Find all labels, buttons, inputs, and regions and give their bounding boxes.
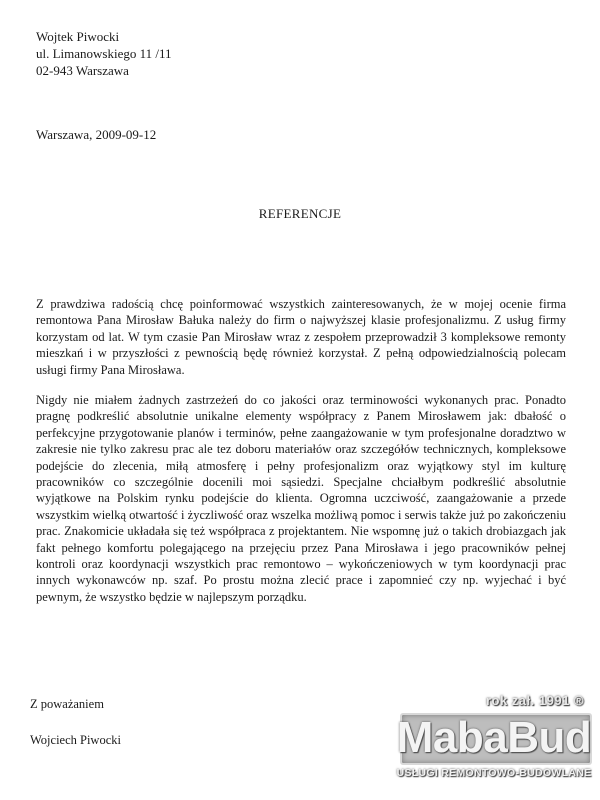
letter-title: REFERENCJE	[258, 206, 342, 221]
signature-name: Wojciech Piwocki	[30, 733, 121, 747]
place-and-date: Warszawa, 2009-09-12	[36, 127, 157, 142]
closing-salutation: Z poważaniem	[30, 697, 104, 711]
company-logo	[396, 693, 596, 797]
sender-name: Wojtek Piwocki	[36, 29, 120, 44]
logo-wordmark: MabaBud	[396, 713, 592, 762]
sender-city: 02-943 Warszawa	[36, 63, 129, 78]
logo-tagline: rok zał. 1991 ®	[485, 693, 584, 708]
sender-street: ul. Limanowskiego 11 /11	[36, 46, 172, 61]
body-paragraph-1: Z prawdziwa radością chcę poinformować wszystkich zainteresowanych, że w mojej ocenie firma remontowa Pana Mirosław Bałuka należy do firm o najwyższej klasie profesjonalizmu. Z usług firmy korzystam od lat. W tym czasie Pan Mirosław wraz z zespołem przeprowadził 3 kompleksowe remonty mieszkań i w przyszłości z pewnością będę również korzystał. Z pełną odpowiedzialnością polecam usługi firmy Pana Mirosława.	[36, 297, 566, 377]
logo-subtitle: USŁUGI REMONTOWO-BUDOWLANE	[396, 767, 592, 779]
sender-address	[36, 28, 172, 79]
body-paragraph-2: Nigdy nie miałem żadnych zastrzeżeń do co jakości oraz terminowości wykonanych prac. Ponadto pragnę podkreślić absolutnie unikalne elementy współpracy z Panem Mirosławem jak: dbałość o perfekcyjne przygotowanie planów i terminów, pełne zaangażowanie w tym profesjonalne doradztwo w zakresie nie tylko zakresu prac ale tez doboru materiałów oraz szczegółów technicznych, kompleksowe podejście do zlecenia, miłą atmosferę i pełny profesjonalizm oraz wyjątkowy styl im kulturę pracowników co szczególnie docenili moi sąsiedzi. Specjalne chciałbym podkreślić absolutnie wyjątkowe na Polskim rynku podejście do klienta. Ogromna uczciwość, zaangażowanie a przede wszystkim wielką otwartość i życzliwość oraz wszelka możliwą pomoc i serwis także już po zakończeniu prac. Znakomicie układała się też współpraca z projektantem. Nie wspomnę już o takich drobiazgach jak fakt pełnego komfortu polegającego na przejęciu przez Pana Mirosława i jego pracowników pełnej kontroli oraz koordynacji wszystkich prac remontowo – wykończeniowych w tym koordynacji prac innych wykonawców np. szaf. Po prostu można zlecić prace i zapomnieć czy np. wyjechać i być pewnym, że wszystko będzie w najlepszym porządku.	[36, 393, 566, 604]
